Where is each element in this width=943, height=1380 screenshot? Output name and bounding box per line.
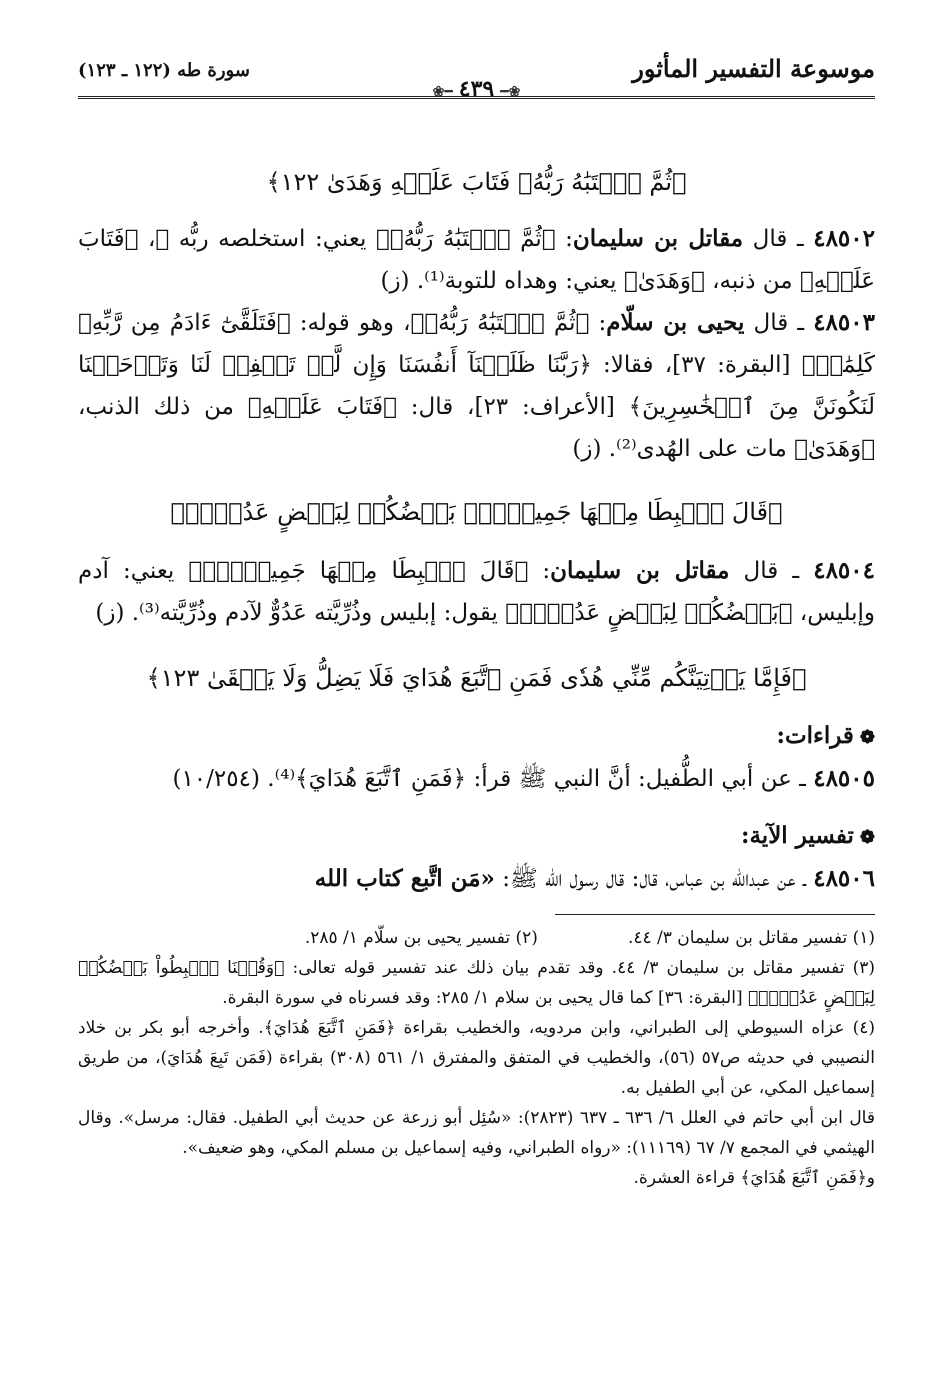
footnote-1: (١) تفسير مقاتل بن سليمان ٣/ ٤٤. (627, 928, 875, 948)
entry-text: : ﴿ثُمَّ ٱجۡتَبَٰهُ رَبُّهُۥ﴾، وهو قوله: ﴿فَتَلَقَّىٰٓ ءَادَمُ مِن رَّبِّهِۦ كَلِمَٰتٖ﴾ [البقرة: ٣٧]، فقالا: ﴿رَبَّنَا ظَلَمۡنَآ أَنفُسَنَا وَإِن لَّمۡ تَغۡفِرۡ لَنَا وَتَرۡحَمۡنَا لَنَكُونَنَّ مِنَ ٱلۡخَٰسِرِينَ﴾ [الأعراف: ٢٣]، قال: ﴿فَتَابَ عَلَيۡهِ﴾ من ذلك الذنب، ﴿وَهَدَىٰ﴾ مات على الهُدى⁽²⁾. (ز) (78, 310, 875, 462)
footnote-4-continued: قال ابن أبي حاتم في العلل ٦/ ٦٣٦ ـ ٦٣٧ (٢٨٢٣): «سُئِل أبو زرعة عن حديث أبي الطفيل. فقال: مرسل». وقال الهيثمي في المجمع ٧/ ٦٧ (١١١٦٩): «رواه الطبراني، وفيه إسماعيل بن مسلم المكي، وهو ضعيف». (78, 1108, 875, 1158)
ornament-icon: ━❀ (432, 84, 453, 100)
entry-text: ـ عن أبي الطُّفيل: أنَّ النبي ﷺ قرأ: ﴿فَمَنِ ٱتَّبَعَ هُدَايَ﴾⁽⁴⁾. (١٠/٢٥٤) (172, 766, 814, 792)
section-tafsir (78, 816, 875, 858)
entry-text: : ﴿ثُمَّ ٱجۡتَبَٰهُ رَبُّهُۥ﴾ يعني: استخلصه ربُّه ﷻ، ﴿فَتَابَ عَلَيۡهِ﴾ من ذنبه، ﴿وَهَدَىٰ﴾ يعني: وهداه للتوبة⁽¹⁾. (ز) (78, 226, 875, 294)
entry-text: ـ عن عبدالله بن عباس، قال: قال رسول الله ﷺ: (494, 866, 814, 892)
entry-48503 (78, 302, 875, 470)
footnote-divider (555, 914, 875, 915)
footnote-4: (٤) عزاه السيوطي إلى الطبراني، وابن مردويه، والخطيب بقراءة ﴿فَمَنِ ٱتَّبَعَ هُدَايَ﴾. وأخرجه أبو بكر بن خلاد النصيبي في حديثه ص٥٧ (٥٦)، والخطيب في المتفق والمفترق ١/ ٥٦١ (٣٠٨) بقراءة (فَمَن تَبِعَ هُدَايَ)، من طريق إسماعيل المكي، عن أبي الطفيل به. (78, 1018, 875, 1098)
entry-number: ٤٨٥٠٣ (813, 309, 875, 336)
page (78, 50, 875, 1340)
section-qiraat-label: قراءات: (776, 722, 854, 749)
entry-number: ٤٨٥٠٤ (813, 557, 875, 584)
entry-number: ٤٨٥٠٥ (813, 765, 875, 792)
hadith-text: «مَن اتَّبع كتاب الله (314, 865, 495, 892)
entry-48506 (78, 858, 875, 900)
verse-123-part1: ﴿قَالَ ٱهۡبِطَا مِنۡهَا جَمِيعَۢاۖ بَعۡضُكُمۡ لِبَعۡضٍ عَدُوّٞۖ﴾ (170, 498, 783, 526)
footnote-row (78, 923, 875, 953)
footnote-3: (٣) تفسير مقاتل بن سليمان ٣/ ٤٤. وقد تقدم بيان ذلك عند تفسير قوله تعالى: ﴿وَقُلۡنَا ٱهۡبِطُواْ بَعۡضُكُمۡ لِبَعۡضٍ عَدُوّٞۖ﴾ [البقرة: ٣٦] كما قال يحيى بن سلام ١/ ٢٨٥: وقد فسرناه في سورة البقرة. (78, 958, 876, 1008)
book-title: موسوعة التفسير المأثور (632, 54, 875, 83)
ornament-icon: ❀━ (500, 84, 521, 100)
narrator-name: يحيى بن سلّام (606, 309, 745, 336)
page-header (78, 50, 875, 106)
surah-reference: سورة طه (١٢٢ ـ ١٢٣) (78, 60, 250, 81)
narrator-name: مقاتل بن سليمان (550, 557, 730, 584)
entry-intro: ـ قال (744, 310, 814, 336)
verse-123-part2: ﴿فَإِمَّا يَأۡتِيَنَّكُم مِّنِّي هُدٗى فَمَنِ ٱتَّبَعَ هُدَايَ فَلَا يَضِلُّ وَلَا يَشۡقَىٰ ١٢٣﴾ (146, 664, 807, 692)
footnote-2: (٢) تفسير يحيى بن سلّام ١/ ٢٨٥. (304, 928, 538, 948)
entry-intro: ـ قال (729, 558, 814, 584)
header-divider (78, 96, 875, 99)
footnote-4-note: و﴿فَمَنِ ٱتَّبَعَ هُدَايَ﴾ قراءة العشرة. (633, 1168, 875, 1188)
flower-icon: ❁ (859, 727, 875, 748)
entry-48504 (78, 550, 875, 634)
entry-48502 (78, 218, 875, 302)
entry-number: ٤٨٥٠٦ (813, 865, 875, 892)
entry-number: ٤٨٥٠٢ (813, 225, 875, 252)
entry-text: : ﴿قَالَ ٱهۡبِطَا مِنۡهَا جَمِيعَۢاۖ﴾ يعني: آدم وإبليس، ﴿بَعۡضُكُمۡ لِبَعۡضٍ عَدُوّٞۖ﴾ يقول: إبليس وذُرِّيَّته عَدُوٌّ لآدم وذُرِّيَّته⁽³⁾. (ز) (78, 558, 875, 626)
section-qiraat (78, 716, 875, 758)
flower-icon: ❁ (859, 827, 875, 848)
verse-122: ﴿ثُمَّ ٱجۡتَبَٰهُ رَبُّهُۥ فَتَابَ عَلَيۡهِ وَهَدَىٰ ١٢٢﴾ (266, 168, 687, 196)
section-tafsir-label: تفسير الآية: (740, 822, 854, 849)
entry-intro: ـ قال (743, 226, 814, 252)
entry-48505 (78, 758, 875, 800)
page-number: ٤٣٩ (458, 76, 495, 102)
narrator-name: مقاتل بن سليمان (572, 225, 744, 252)
footnotes (78, 923, 875, 1193)
